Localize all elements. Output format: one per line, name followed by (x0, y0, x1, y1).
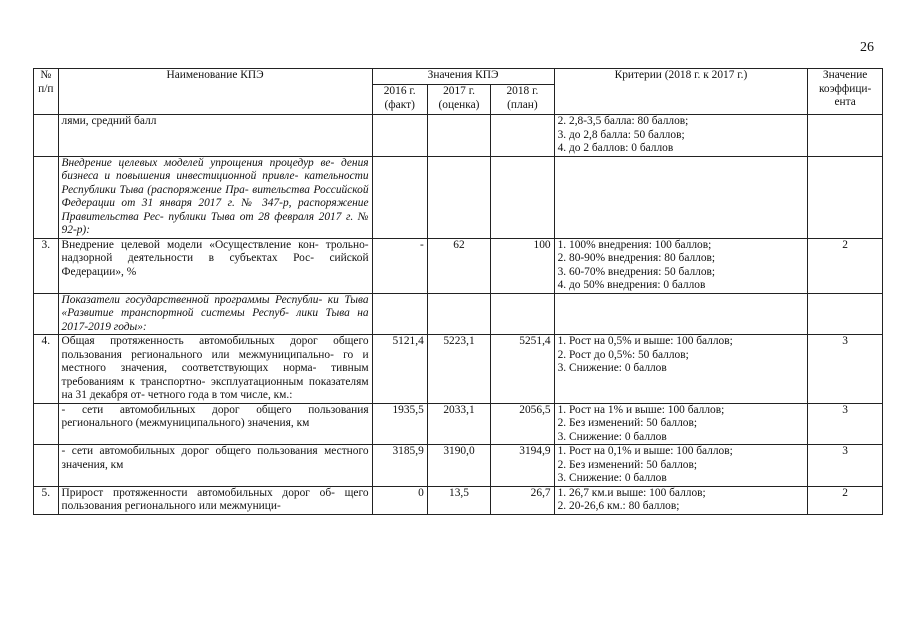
row-criteria (554, 445, 808, 487)
criteria-line: 1. Рост на 0,5% и выше: 100 баллов; (557, 335, 733, 347)
row-num: 3. (34, 238, 59, 293)
row-criteria (554, 335, 808, 404)
value-2016: 3185,9 (372, 445, 427, 487)
row-name: - сети автомобильных дорог общего пользования местного значения, км (58, 445, 372, 487)
value-2017 (427, 115, 490, 157)
row-criteria (554, 486, 808, 514)
row-criteria (554, 403, 808, 445)
criteria-line: 3. Снижение: 0 баллов (557, 430, 667, 443)
header-coef: Значение коэффици- ента (808, 69, 883, 115)
row-criteria (554, 115, 808, 157)
table-row (34, 445, 883, 487)
table-row (34, 335, 883, 404)
row-name: Общая протяженность автомобильных дорог общего пользования регионального или межмуниципально- го и местного значения, соответствующих норма- тивным требованиям к транспортно- эксплуатационным показателям на 31 декабря от- четного года в том числе, км.: (58, 335, 372, 404)
header-values: Значения КПЭ (372, 69, 554, 85)
row-num: 5. (34, 486, 59, 514)
table-row (34, 238, 883, 293)
value-2018: 5251,4 (491, 335, 554, 404)
row-name: - сети автомобильных дорог общего пользования регионального (межмуниципального) значения, км (58, 403, 372, 445)
row-name: Прирост протяженности автомобильных дорог об- щего пользования регионального или межмуници- (58, 486, 372, 514)
row-coef (808, 293, 883, 335)
criteria-line: 2. 2,8-3,5 балла: 80 баллов; (557, 115, 689, 127)
value-2016 (372, 156, 427, 238)
table-row (34, 293, 883, 335)
row-num (34, 115, 59, 157)
value-2017: 13,5 (427, 486, 490, 514)
value-2016: 1935,5 (372, 403, 427, 445)
row-criteria (554, 238, 808, 293)
value-2016: 5121,4 (372, 335, 427, 404)
row-name: лями, средний балл (58, 115, 372, 157)
value-2016: 0 (372, 486, 427, 514)
criteria-line: 1. Рост на 0,1% и выше: 100 баллов; (557, 445, 733, 457)
criteria-line: 3. 60-70% внедрения: 50 баллов; (557, 265, 716, 278)
criteria-line: 1. 100% внедрения: 100 баллов; (557, 238, 712, 251)
table-row (34, 156, 883, 238)
criteria-line: 4. до 50% внедрения: 0 баллов (557, 279, 706, 291)
row-criteria (554, 156, 808, 238)
row-name: Показатели государственной программы Республи- ки Тыва «Развитие транспортной системы Респуб- лики Тыва на 2017-2019 годы»: (58, 293, 372, 335)
header-name: Наименование КПЭ (58, 69, 372, 115)
value-2018 (491, 293, 554, 335)
header-2016: 2016 г. (факт) (372, 85, 427, 115)
value-2017: 5223,1 (427, 335, 490, 404)
row-coef: 3 (808, 403, 883, 445)
value-2018: 26,7 (491, 486, 554, 514)
row-name: Внедрение целевых моделей упрощения процедур ве- дения бизнеса и повышения инвестиционной привле- кательности Республики Тыва (распоряжение Пра- вительства Российской Федерации от 31 января 2017 г. № 347-р, распоряжение Правительства Рес- публики Тыва от 28 февраля 2017 г. № 92-р): (58, 156, 372, 238)
value-2016 (372, 115, 427, 157)
header-2017: 2017 г. (оценка) (427, 85, 490, 115)
value-2017: 2033,1 (427, 403, 490, 445)
row-name: Внедрение целевой модели «Осуществление кон- трольно-надзорной деятельности в субъектах Рос- сийской Федерации», % (58, 238, 372, 293)
value-2016 (372, 293, 427, 335)
value-2017: 62 (427, 238, 490, 293)
row-num (34, 445, 59, 487)
row-num (34, 403, 59, 445)
criteria-line: 2. Без изменений: 50 баллов; (557, 417, 698, 429)
page-number: 26 (860, 40, 874, 55)
criteria-line: 1. Рост на 1% и выше: 100 баллов; (557, 403, 725, 416)
row-criteria (554, 293, 808, 335)
table-row (34, 115, 883, 157)
row-num (34, 293, 59, 335)
value-2018: 100 (491, 238, 554, 293)
table-row (34, 403, 883, 445)
criteria-line: 1. 26,7 км.и выше: 100 баллов; (557, 486, 706, 499)
value-2018 (491, 115, 554, 157)
value-2018 (491, 156, 554, 238)
criteria-line: 2. 20-26,6 км.: 80 баллов; (557, 500, 680, 512)
row-coef: 2 (808, 486, 883, 514)
criteria-line: 3. Снижение: 0 баллов (557, 362, 667, 374)
criteria-line: 2. Рост до 0,5%: 50 баллов; (557, 348, 689, 361)
criteria-line: 2. Без изменений: 50 баллов; (557, 458, 698, 471)
row-coef (808, 115, 883, 157)
value-2017 (427, 156, 490, 238)
value-2017 (427, 293, 490, 335)
table-body (34, 115, 883, 515)
header-criteria: Критерии (2018 г. к 2017 г.) (554, 69, 808, 115)
row-num (34, 156, 59, 238)
value-2017: 3190,0 (427, 445, 490, 487)
header-num: № п/п (34, 69, 59, 115)
criteria-line: 2. 80-90% внедрения: 80 баллов; (557, 252, 716, 264)
kpe-table (33, 68, 883, 515)
row-coef: 3 (808, 335, 883, 404)
value-2016: - (372, 238, 427, 293)
row-coef (808, 156, 883, 238)
criteria-line: 4. до 2 баллов: 0 баллов (557, 142, 674, 154)
criteria-line: 3. до 2,8 балла: 50 баллов; (557, 128, 685, 141)
value-2018: 3194,9 (491, 445, 554, 487)
row-coef: 3 (808, 445, 883, 487)
row-num: 4. (34, 335, 59, 404)
table-row (34, 486, 883, 514)
value-2018: 2056,5 (491, 403, 554, 445)
row-coef: 2 (808, 238, 883, 293)
header-2018: 2018 г. (план) (491, 85, 554, 115)
criteria-line: 3. Снижение: 0 баллов (557, 472, 667, 484)
